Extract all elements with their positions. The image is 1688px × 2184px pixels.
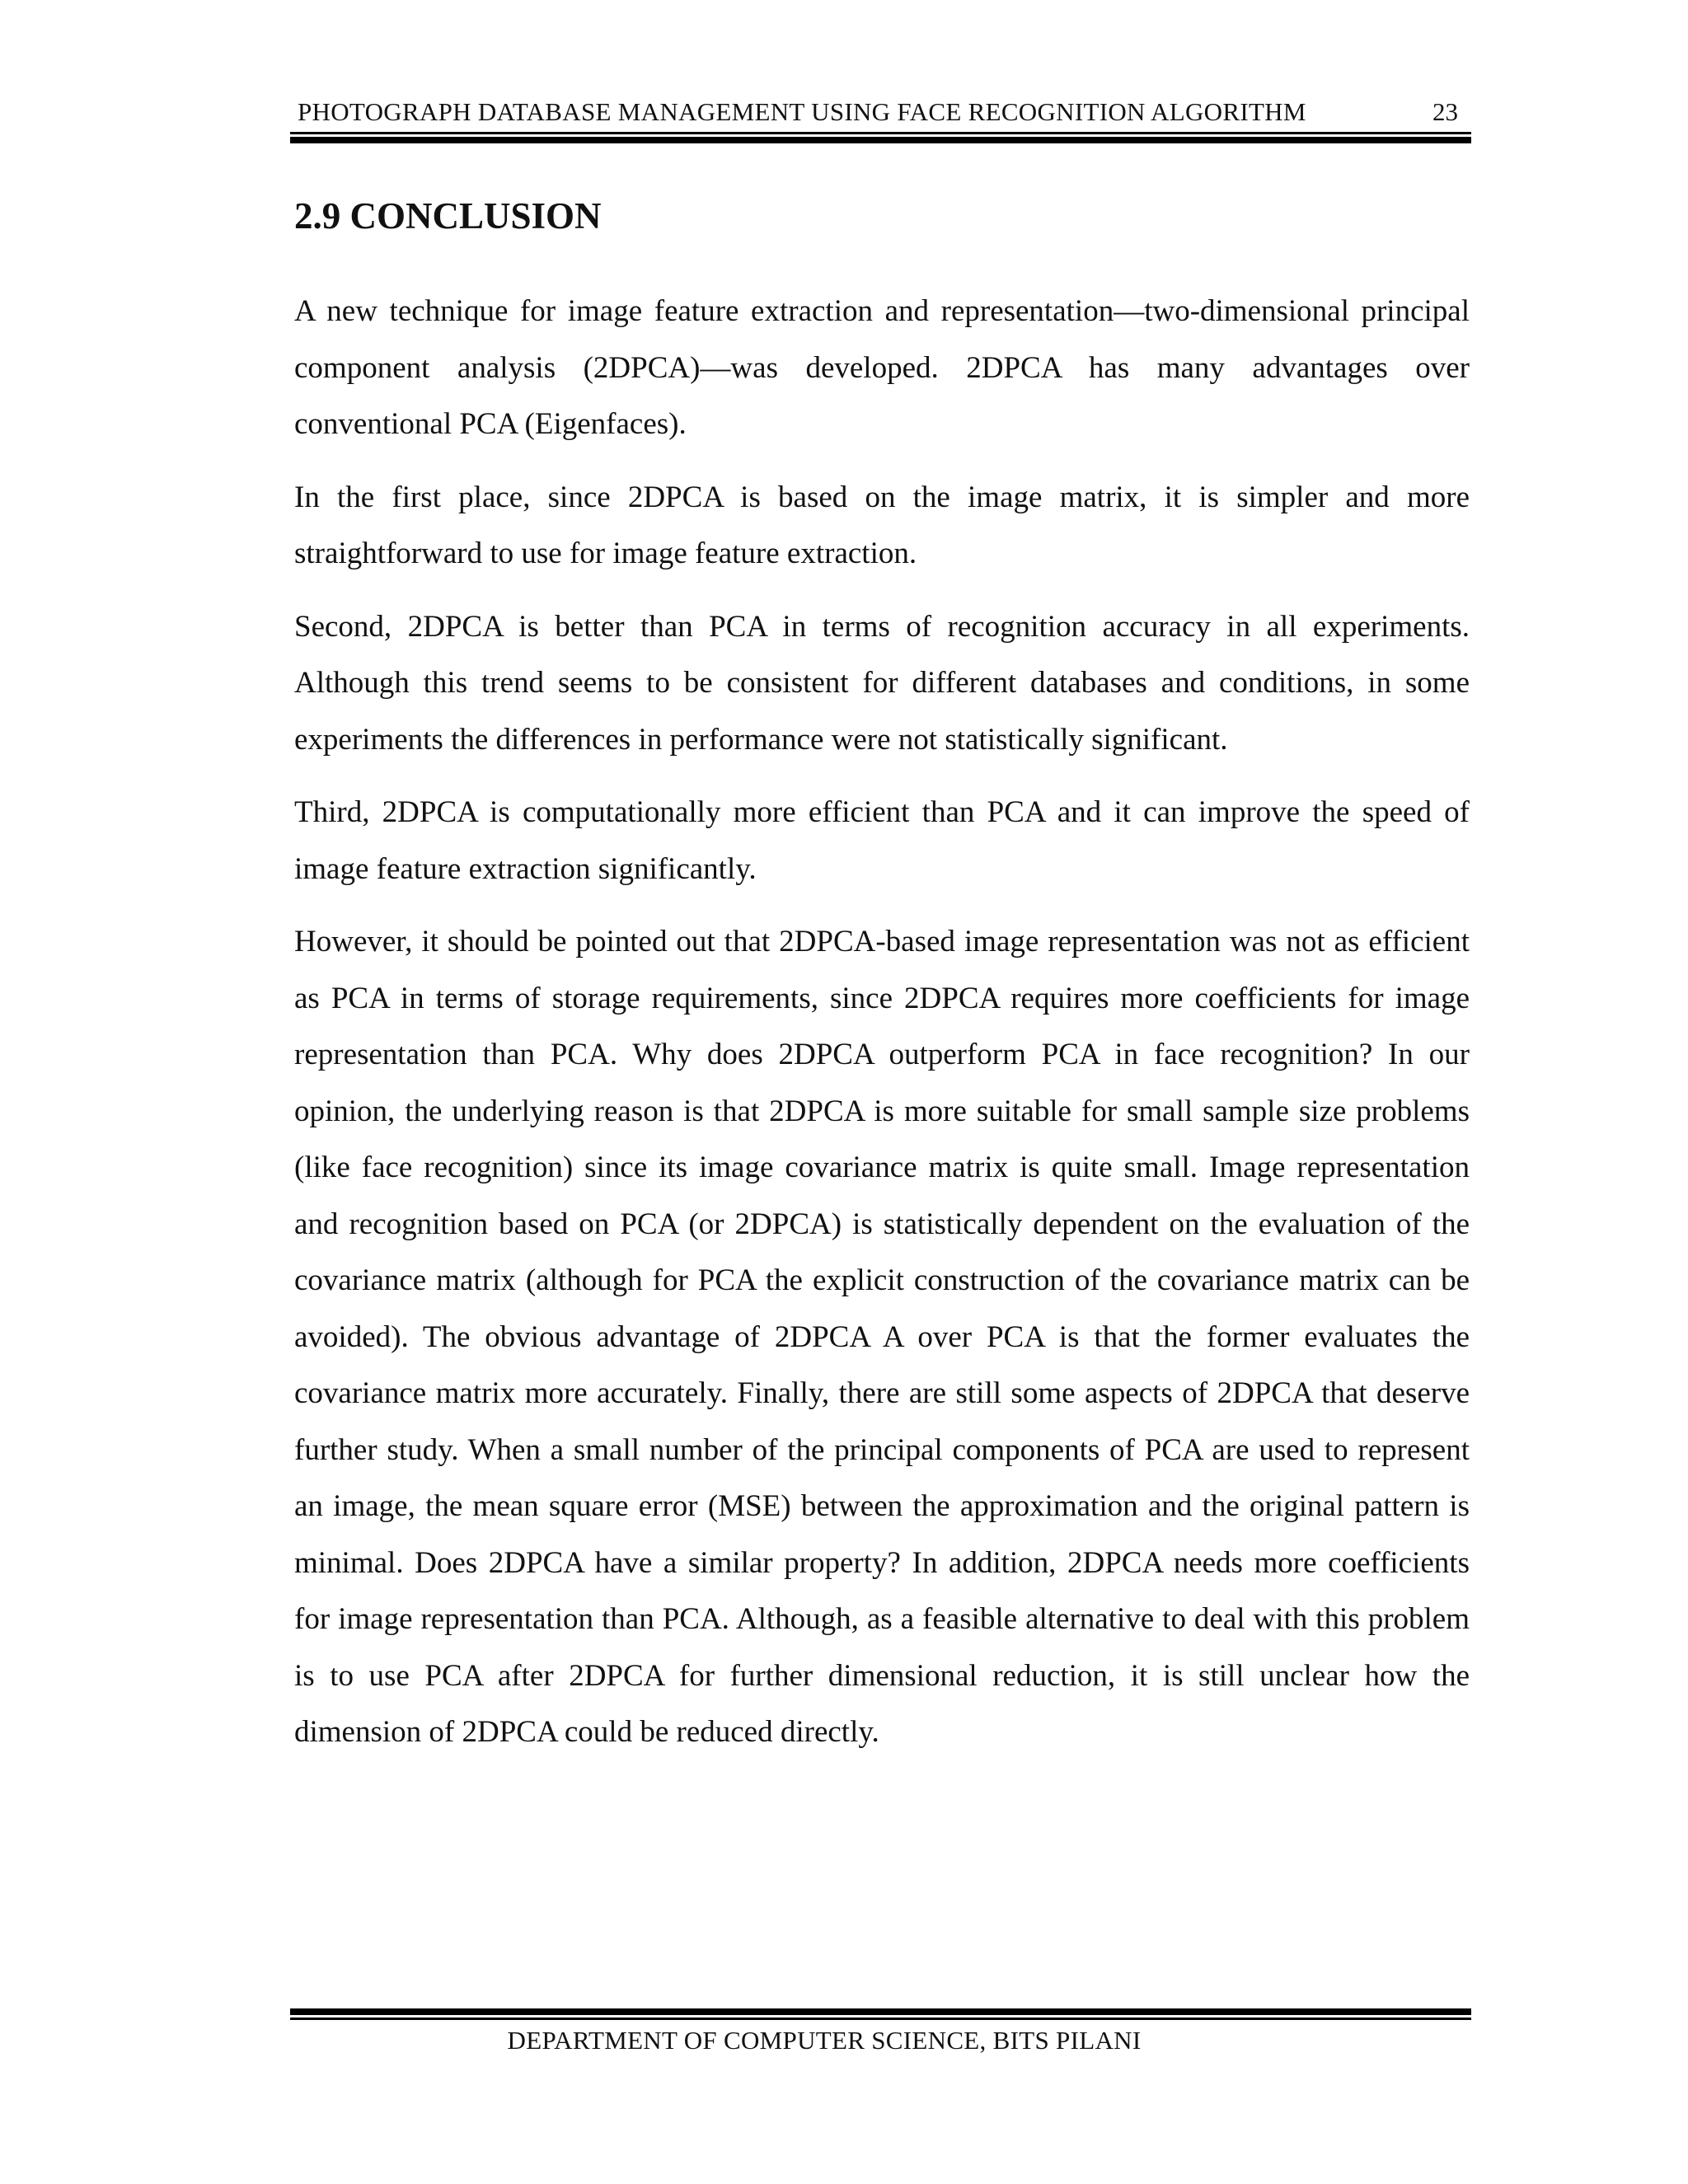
section-heading: 2.9 CONCLUSION: [294, 195, 602, 237]
page-header: [293, 97, 1471, 132]
paragraph: However, it should be pointed out that 2DPCA-based image representation was not as efficient as PCA in terms of storage requirements, since 2DPCA requires more coefficients for image representation than PCA. Why does 2DPCA outperform PCA in face recognition? In our opinion, the underlying reason is that 2DPCA is more suitable for small sample size problems (like face recognition) since its image covariance matrix is quite small. Image representation and recognition based on PCA (or 2DPCA) is statistically dependent on the evaluation of the covariance matrix (although for PCA the explicit construction of the covariance matrix can be avoided). The obvious advantage of 2DPCA A over PCA is that the former evaluates the covariance matrix more accurately. Finally, there are still some aspects of 2DPCA that deserve further study. When a small number of the principal components of PCA are used to represent an image, the mean square error (MSE) between the approximation and the original pattern is minimal. Does 2DPCA have a similar property? In addition, 2DPCA needs more coefficients for image representation than PCA. Although, as a feasible alternative to deal with this problem is to use PCA after 2DPCA for further dimensional reduction, it is still unclear how the dimension of 2DPCA could be reduced directly.: [294, 925, 1470, 1749]
header-rule-thick: [290, 137, 1471, 143]
paragraph: Second, 2DPCA is better than PCA in terms of recognition accuracy in all experiments. Although this trend seems to be consistent for different databases and conditions, in some experiments the differences in performance were not statistically significant.: [294, 609, 1470, 757]
page-number: 23: [1432, 97, 1458, 126]
header-rule-thin: [290, 132, 1471, 134]
page-footer: DEPARTMENT OF COMPUTER SCIENCE, BITS PILANI: [507, 2026, 1142, 2055]
paragraph: Third, 2DPCA is computationally more efficient than PCA and it can improve the speed of image feature extraction significantly.: [294, 795, 1470, 886]
paragraph: A new technique for image feature extraction and representation—two-dimensional principal component analysis (2DPCA)—was developed. 2DPCA has many advantages over conventional PCA (Eigenfaces).: [294, 294, 1470, 441]
paragraph: In the first place, since 2DPCA is based on the image matrix, it is simpler and more straightforward to use for image feature extraction.: [294, 480, 1470, 570]
body-text: [294, 284, 1470, 1778]
running-title: PHOTOGRAPH DATABASE MANAGEMENT USING FACE RECOGNITION ALGORITHM: [298, 97, 1306, 126]
footer-rule-thin: [290, 2018, 1471, 2020]
footer-rule-thick: [290, 2008, 1471, 2015]
